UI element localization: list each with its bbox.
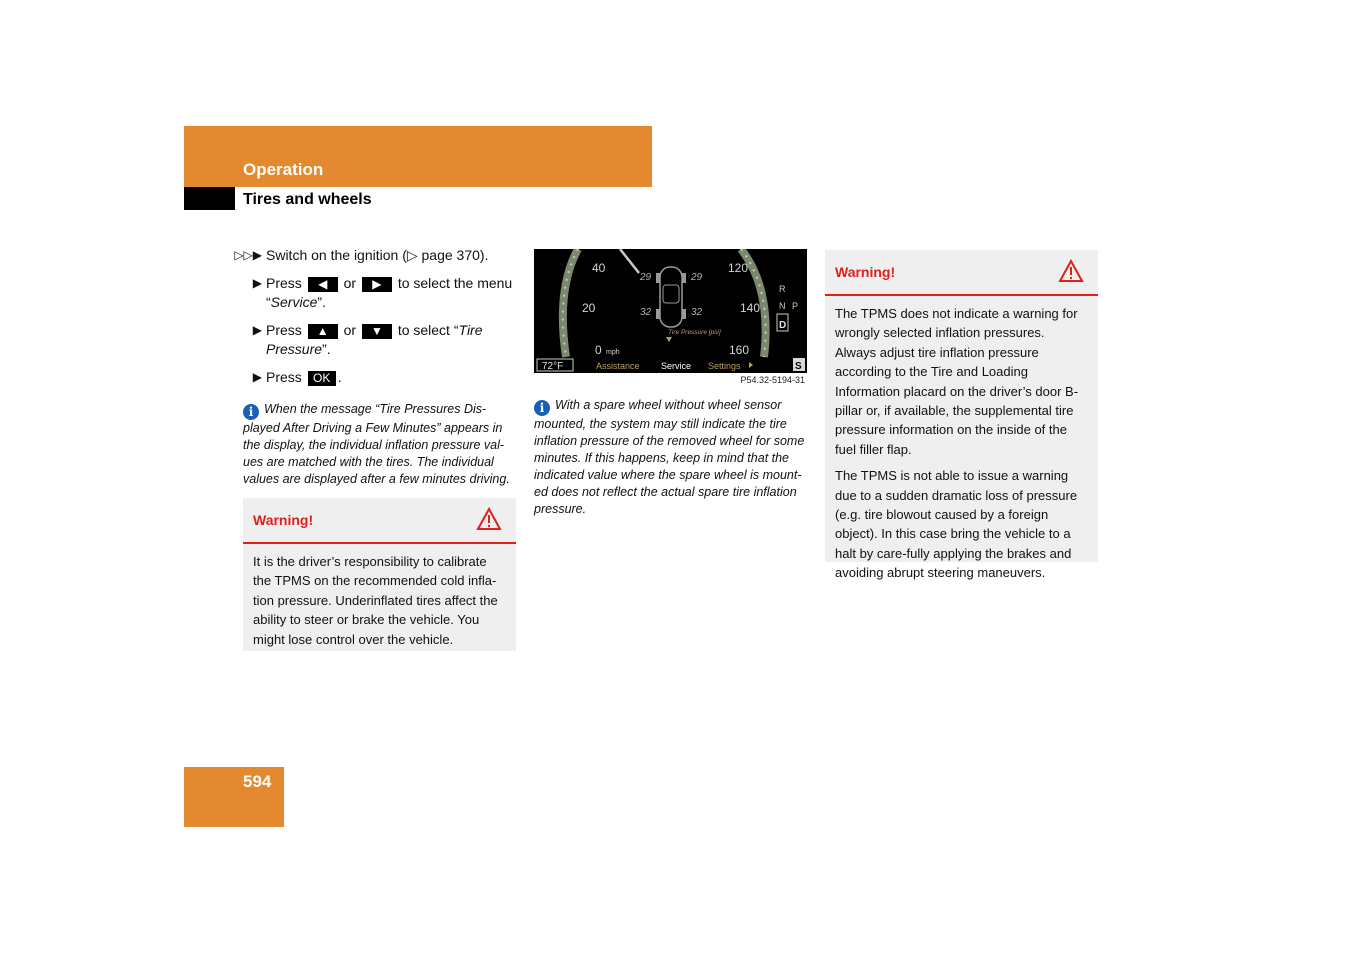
header-tab-marker xyxy=(184,187,235,210)
warning-text: The TPMS does not indicate a warning for wrongly selected inflation pressures. Always adjust tire inflation pressure according to the Tire and Loading Information placard on the driver’s door B-pillar or, if available, the supplemental tire pressure information on the inside of the fuel filler flap. xyxy=(835,306,1079,457)
tire-pressure-rear-left: 32 xyxy=(640,307,652,318)
gear-r: R xyxy=(779,284,786,294)
tire-pressure-rear-right: 32 xyxy=(691,307,703,318)
step-arrow-icon: ▶ xyxy=(252,323,262,337)
warning-body xyxy=(243,544,516,664)
step-select-tire-pressure xyxy=(222,321,518,359)
left-key-icon: ◀ xyxy=(308,277,338,292)
warning-triangle-icon xyxy=(476,507,502,531)
display-graphic xyxy=(534,249,807,373)
speed-label: 160 xyxy=(729,343,750,357)
column-left xyxy=(222,246,518,488)
gear-p: P xyxy=(792,301,799,311)
display-caption: Tire Pressure [psi] xyxy=(668,329,721,336)
info-note-spare-wheel xyxy=(534,397,809,518)
step-text: Press xyxy=(266,369,302,385)
mode-s: S xyxy=(795,361,802,372)
outside-temperature: 72°F xyxy=(542,361,564,372)
step-text: or xyxy=(343,322,357,338)
speed-unit: mph xyxy=(606,349,620,356)
continuation-arrow-icon: ▷▷▶ xyxy=(234,248,262,262)
menu-service: Service xyxy=(661,361,692,371)
gear-d: D xyxy=(779,320,787,331)
warning-text: It is the driver’s responsibility to calibrate the TPMS on the recommended cold infla-tion pressure. Underinflated tires affect the ability to steer or brake the vehicle. You might lose control over the vehicle. xyxy=(253,554,498,647)
warning-body xyxy=(825,296,1098,598)
section-title: Operation xyxy=(243,160,324,179)
step-press-ok xyxy=(222,368,518,387)
step-text: ”. xyxy=(322,341,331,357)
warning-header xyxy=(825,250,1098,296)
down-key-icon: ▼ xyxy=(362,324,392,339)
step-text: Press xyxy=(266,322,302,338)
warning-triangle-icon xyxy=(1058,259,1084,283)
warning-header xyxy=(243,498,516,544)
step-text: or xyxy=(343,275,357,291)
speed-label: 40 xyxy=(592,261,606,275)
menu-name: Tire Pressure xyxy=(266,322,483,357)
speed-label: 120 xyxy=(728,261,749,275)
tire-pressure-front-right: 29 xyxy=(691,272,703,283)
info-icon: i xyxy=(243,404,259,420)
figure-code: P54.32-5194-31 xyxy=(740,375,805,385)
speed-label: 140 xyxy=(740,301,761,315)
step-text: Switch on the ignition (▷ page 370). xyxy=(266,247,489,263)
step-arrow-icon: ▶ xyxy=(252,276,262,290)
warning-title: Warning! xyxy=(253,512,314,528)
speed-label: 0 xyxy=(595,343,602,357)
menu-assistance: Assistance xyxy=(596,361,640,371)
step-arrow-icon: ▶ xyxy=(252,370,262,384)
tire-pressure-front-left: 29 xyxy=(640,272,652,283)
warning-box-tpms xyxy=(825,250,1098,581)
speed-label: 20 xyxy=(582,301,596,315)
menu-name: Service xyxy=(270,294,318,310)
info-note-pressures xyxy=(243,401,518,488)
step-text: to select the menu “ xyxy=(266,275,513,310)
gear-n: N xyxy=(779,301,786,311)
warning-box-calibrate xyxy=(243,498,516,651)
right-key-icon: ▶ xyxy=(362,277,392,292)
up-key-icon: ▲ xyxy=(308,324,338,339)
warning-title: Warning! xyxy=(835,264,896,280)
ok-key-icon: OK xyxy=(308,371,336,386)
info-icon: i xyxy=(534,400,550,416)
info-text: When the message “Tire Pressures Dis-played After Driving a Few Minutes” appears in the display, the individual inflation pressure val-ues are matched with the tires. The individual values are displayed after a few minutes driving. xyxy=(243,402,510,486)
warning-text: The TPMS is not able to issue a warning due to a sudden dramatic loss of pressure (e.g. tire blowout caused by a foreign object). In this case bring the vehicle to a halt by care-fully applying the brakes and avoiding abrupt steering maneuvers. xyxy=(835,468,1078,581)
instrument-cluster-display xyxy=(534,249,807,373)
step-select-service xyxy=(222,274,518,312)
step-text: Press xyxy=(266,275,302,291)
step-ignition xyxy=(222,246,518,265)
page-number: 594 xyxy=(243,772,272,791)
step-text: to select “ xyxy=(397,322,459,338)
step-text: . xyxy=(337,369,342,385)
menu-settings: Settings xyxy=(708,361,741,371)
step-text: ”. xyxy=(317,294,326,310)
subsection-title: Tires and wheels xyxy=(243,191,372,208)
info-text: With a spare wheel without wheel sensor mounted, the system may still indicate the tire inflation pressure of the removed wheel for some minutes. If this happens, keep in mind that the indicated value where the spare wheel is mount-ed does not reflect the actual spare tire inflation pressure. xyxy=(534,398,805,516)
